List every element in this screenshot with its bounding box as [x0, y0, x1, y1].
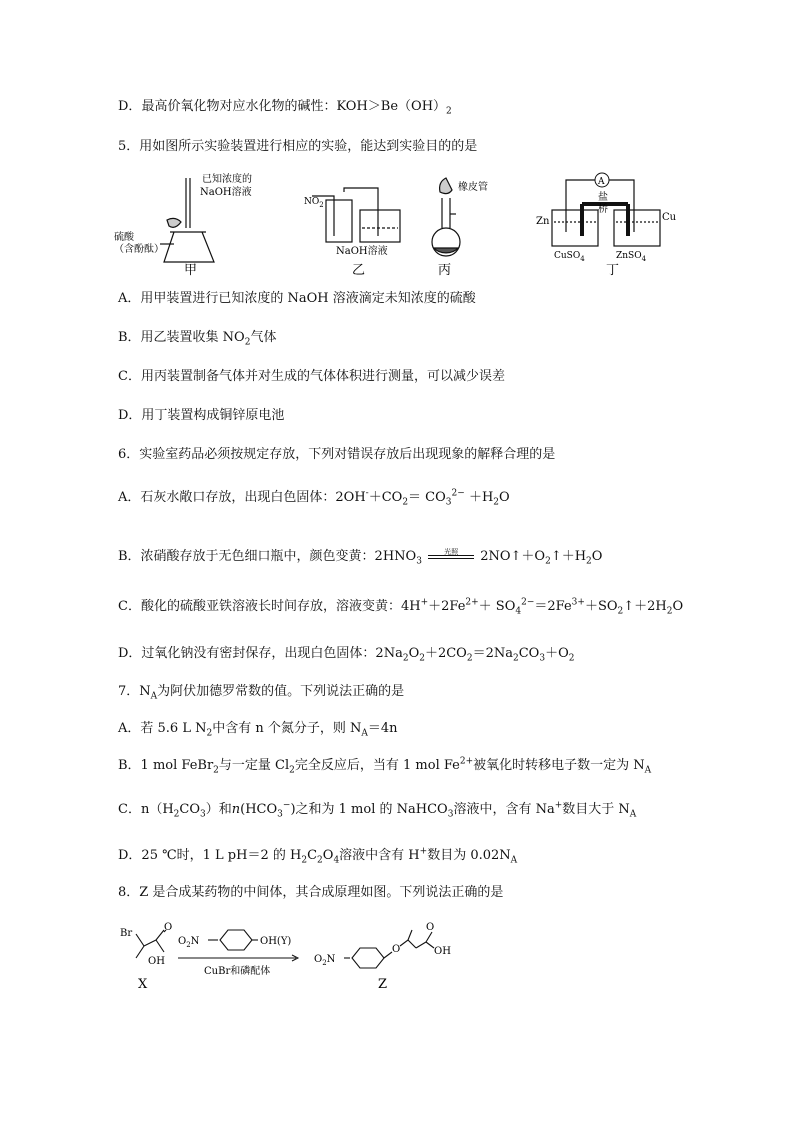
svg-text:NaOH溶液: NaOH溶液 [336, 246, 388, 257]
svg-text:Cu: Cu [662, 212, 677, 223]
svg-text:O: O [426, 922, 435, 933]
q7-option-a: A．若 5.6 L $N_2$中含有 n 个氮分子，则 $N_A=4n$ [118, 721, 398, 739]
svg-text:甲: 甲 [184, 263, 198, 278]
svg-text:Br: Br [120, 928, 133, 939]
svg-text:A: A [598, 177, 605, 187]
svg-text:硫酸: 硫酸 [114, 232, 134, 243]
svg-text:NaOH溶液: NaOH溶液 [200, 187, 252, 198]
svg-text:OH: OH [434, 946, 451, 957]
svg-text:O2N: $O_2N$ [314, 954, 336, 967]
reaction-arrow: 光照 [428, 555, 474, 559]
q5-option-a: A．用甲装置进行已知浓度的 NaOH 溶液滴定未知浓度的硫酸 [118, 291, 476, 306]
svg-text:CuSO4: CuSO$_4$ [554, 251, 585, 263]
svg-text:CuBr和磷配体: CuBr和磷配体 [204, 966, 271, 977]
svg-text:ZnSO4: ZnSO$_4$ [616, 251, 647, 263]
apparatus-yi [312, 188, 400, 242]
q7-stem: 7．$N_A$为阿伏加德罗常数的值。下列说法正确的是 [118, 684, 405, 702]
q8-synthesis-scheme [116, 918, 476, 998]
svg-text:乙: 乙 [352, 263, 366, 278]
q7-option-b: B．1 mol FeBr$_2$与一定量 $Cl_2$完全反应后，当有 1 mol $Fe^{2+}$被氧化时转移电子数一定为 $N_A$ [118, 756, 652, 776]
svg-text:NO2: $NO_2$ [304, 197, 324, 209]
apparatus-bing [432, 178, 460, 256]
q5-stem: 5．用如图所示实验装置进行相应的实验，能达到实验目的的是 [118, 139, 478, 154]
q6-option-d: D．过氧化钠没有密封保存，出现白色固体：$2Na_2O_2+2CO_2=2Na_2CO_3+O_2$ [118, 646, 575, 664]
svg-text:O: O [392, 944, 401, 955]
compound-z [344, 930, 434, 968]
svg-text:橡皮管: 橡皮管 [458, 182, 488, 193]
q6-stem: 6．实验室药品必须按规定存放，下列对错误存放后出现现象的解释合理的是 [118, 447, 556, 462]
svg-text:O: O [164, 922, 173, 933]
q7-option-c: C．$n(H_2CO_3)$和$n(HCO_3^-)$之和为 1 mol 的 NaHCO$_3$溶液中，含有 Na+数目大于 $N_A$ [118, 800, 637, 820]
q5-option-c: C．用丙装置制备气体并对生成的气体体积进行测量，可以减少误差 [118, 369, 505, 384]
q8-stem: 8．Z 是合成某药物的中间体，其合成原理如图。下列说法正确的是 [118, 885, 504, 900]
svg-text:X: X [138, 977, 148, 992]
svg-text:Z: Z [378, 977, 388, 992]
svg-text:O2N: $O_2N$ [178, 936, 200, 949]
q4-option-d: D．最高价氧化物对应水化物的碱性：$KOH>Be(OH)_2$ [118, 99, 452, 117]
compound-y-ring [208, 930, 258, 950]
q6-option-a: A．石灰水敞口存放，出现白色固体：$2OH^-+CO_2= CO_3^{2-} +H_2O$ [118, 488, 510, 508]
svg-text:Zn: Zn [536, 216, 550, 227]
svg-text:桥: 桥 [598, 204, 608, 215]
svg-text:丁: 丁 [606, 263, 620, 278]
q5-option-b: B．用乙装置收集 $NO_2$气体 [118, 330, 277, 348]
q6-option-b: B．浓硝酸存放于无色细口瓶中，颜色变黄：$2HNO_3$ 光照 $2NO↑+O_2↑+H_2O$ [118, 547, 603, 567]
svg-text:盐: 盐 [598, 192, 608, 203]
svg-text:OH(Y): OH(Y) [260, 936, 292, 947]
svg-text:丙: 丙 [438, 263, 452, 278]
q6-option-c: C．酸化的硫酸亚铁溶液长时间存放，溶液变黄：$4H^++2Fe^{2+}+$ $SO_4^{2-}=2Fe^{3+}+SO_2↑+2H_2O$ [118, 597, 684, 617]
svg-text:OH: OH [148, 956, 165, 967]
compound-x [136, 930, 166, 958]
q5-apparatus-figure [112, 170, 692, 278]
q5-option-d: D．用丁装置构成铜锌原电池 [118, 408, 285, 423]
svg-text:（含酚酞）: （含酚酞） [114, 244, 164, 255]
q7-option-d: D．25 ℃时，1 L pH＝2 的 $H_2C_2O_4$溶液中含有 H+数目为 $0.02N_A$ [118, 846, 518, 866]
svg-text:已知浓度的: 已知浓度的 [202, 174, 252, 185]
